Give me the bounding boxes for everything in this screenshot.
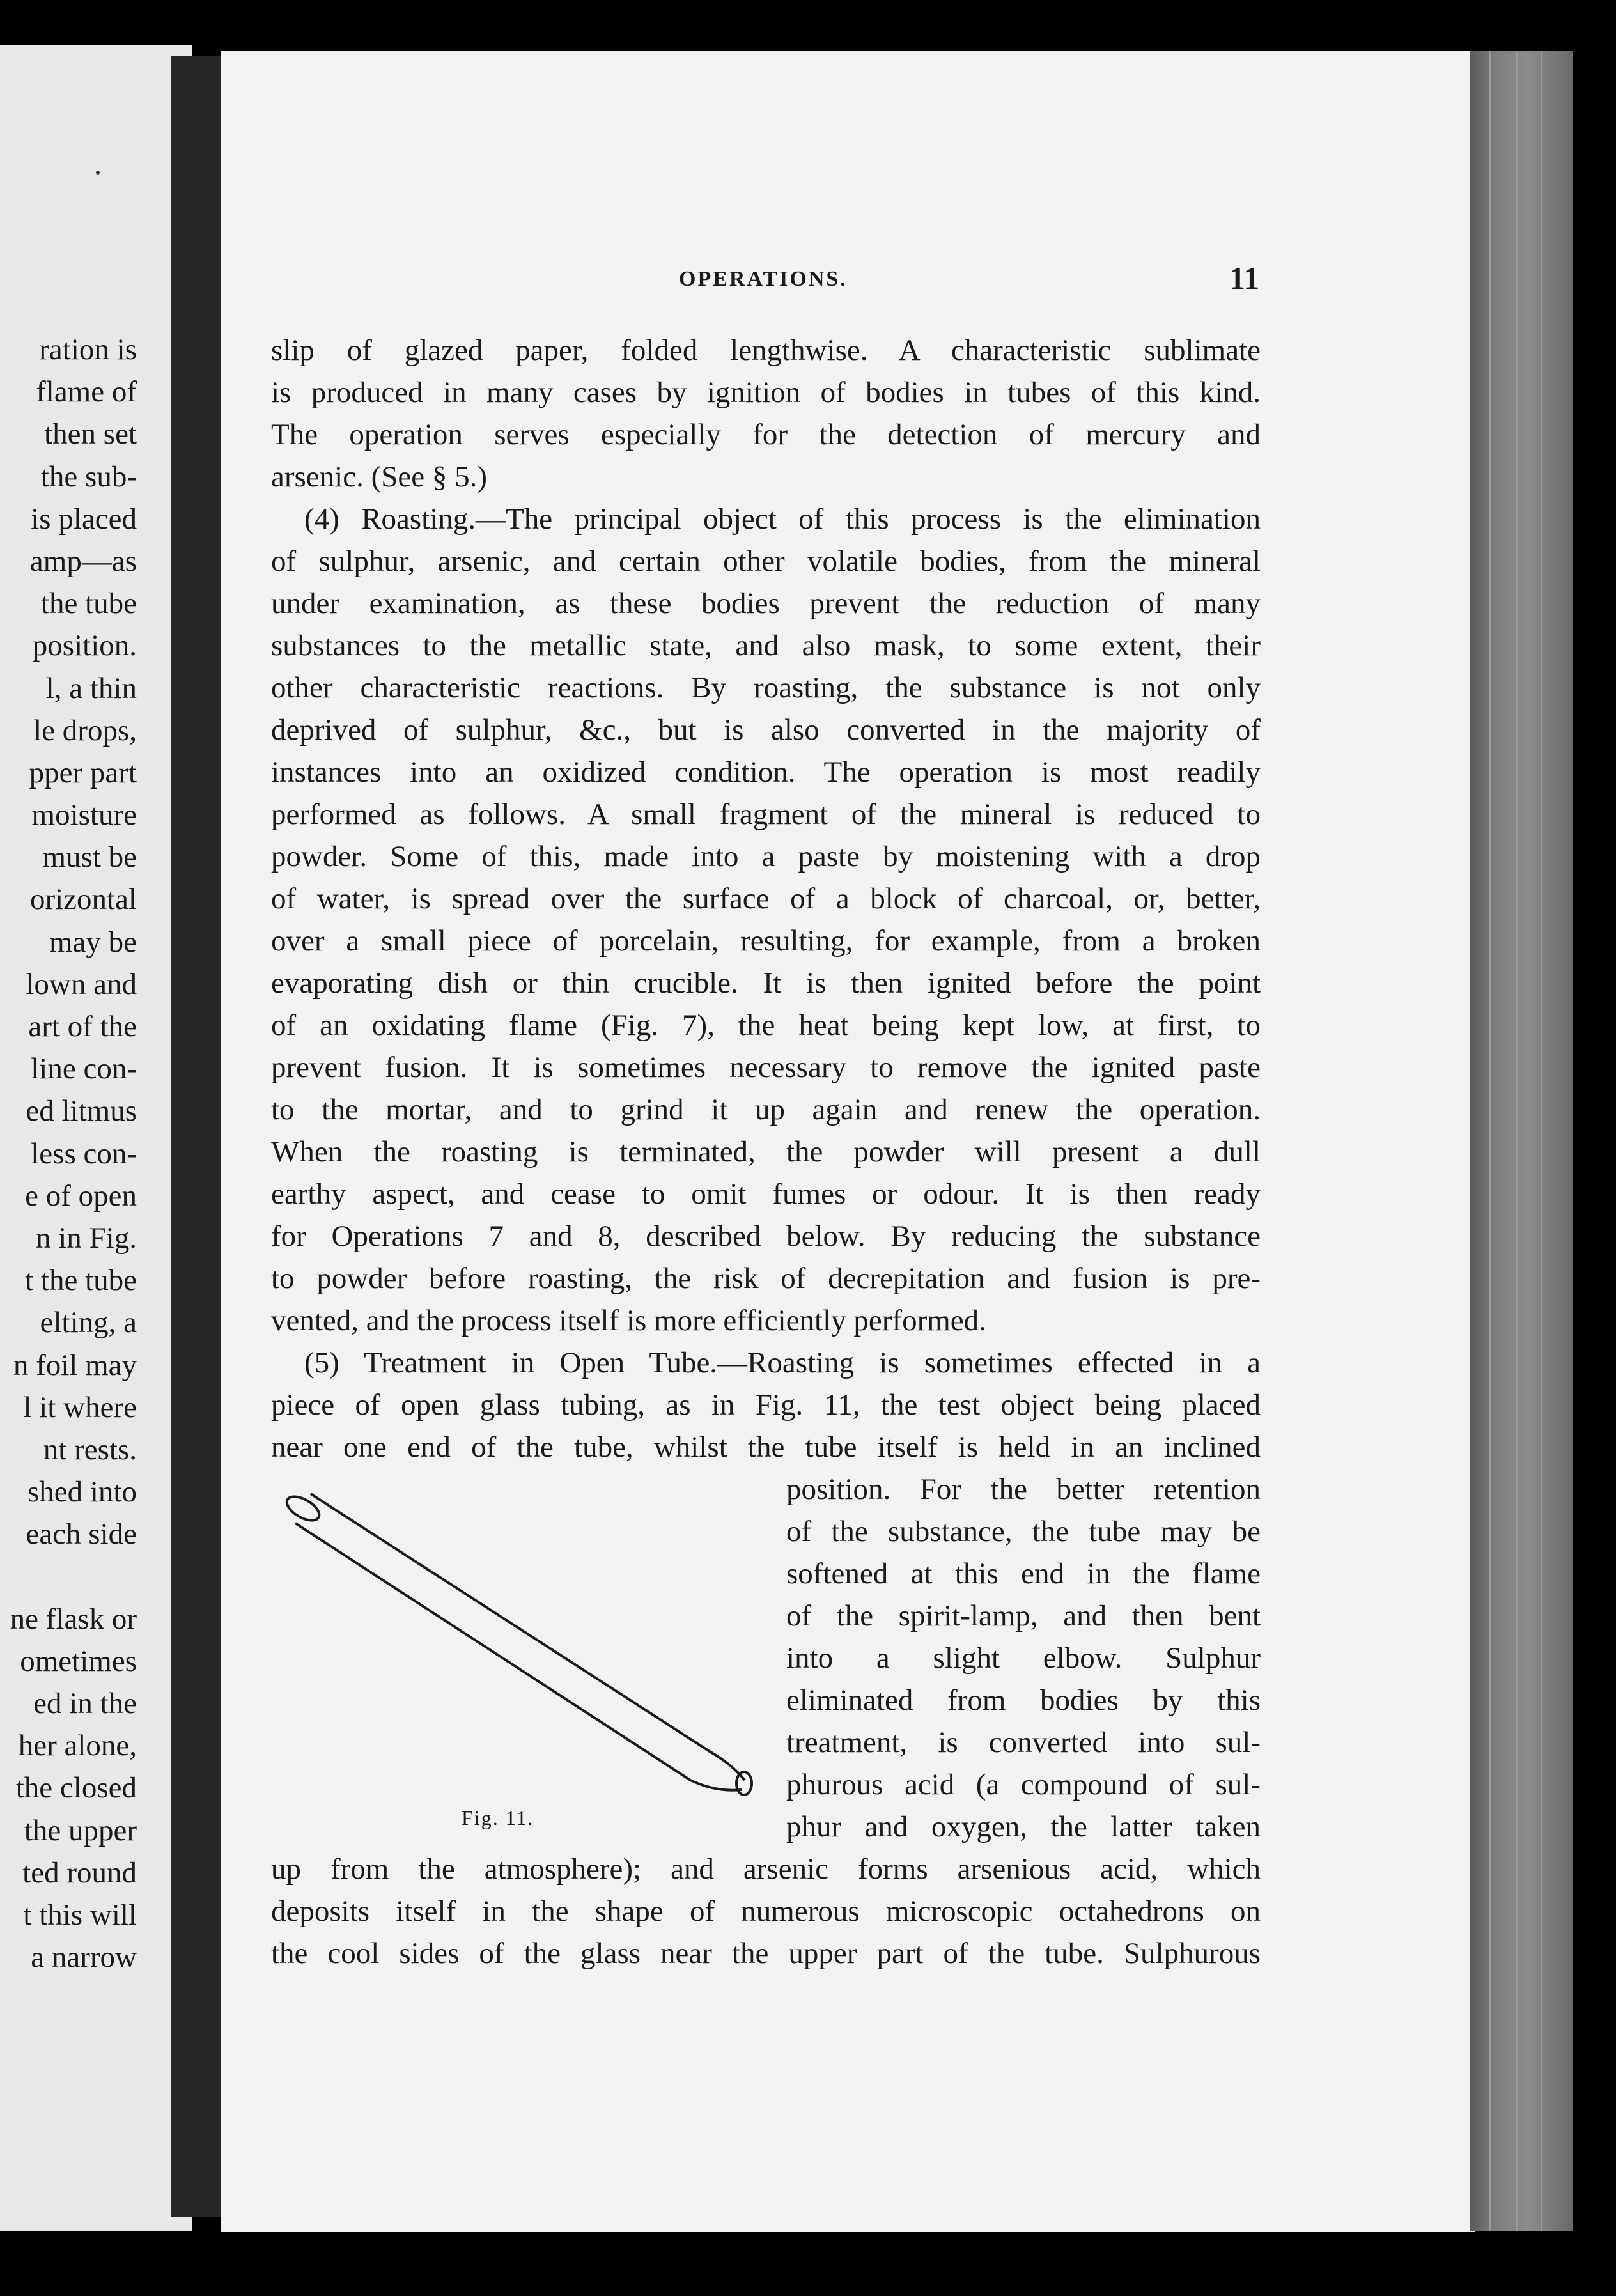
left-page-line: ration is bbox=[39, 333, 137, 366]
page-edge-line bbox=[1489, 51, 1491, 2231]
text-line: evaporating dish or thin crucible. It is then ignited before the point bbox=[271, 966, 1261, 1000]
text-line-open-tube: (5) Treatment in Open Tube.—Roasting is sometimes effected in a bbox=[304, 1346, 1261, 1379]
text-line: arsenic. (See § 5.) bbox=[271, 460, 487, 493]
left-page-line: l it where bbox=[23, 1390, 137, 1424]
left-page-line: orizontal bbox=[29, 883, 137, 917]
page-number: 11 bbox=[1229, 260, 1260, 296]
text-line: phur and oxygen, the latter taken bbox=[786, 1810, 1261, 1843]
text-line: instances into an oxidized condition. The operation is most readily bbox=[271, 756, 1261, 789]
left-page-line: her alone, bbox=[18, 1729, 137, 1763]
left-page-line: art of the bbox=[28, 1010, 137, 1043]
page-edge-line bbox=[1541, 51, 1542, 2231]
text-line: for Operations 7 and 8, described below. By reducing the substance bbox=[271, 1220, 1261, 1253]
left-page-line: line con- bbox=[31, 1052, 137, 1086]
book-gutter bbox=[171, 56, 224, 2217]
text-line: under examination, as these bodies prevent the reduction of many bbox=[271, 587, 1261, 620]
page-edges bbox=[1470, 51, 1573, 2231]
text-line: other characteristic reactions. By roasting, the substance is not only bbox=[271, 671, 1261, 704]
left-page-line: then set bbox=[44, 417, 137, 451]
left-page-text bbox=[0, 329, 137, 1978]
left-page-line: may be bbox=[49, 925, 137, 959]
text-line: eliminated from bodies by this bbox=[786, 1684, 1261, 1717]
left-page-line: the tube bbox=[40, 587, 137, 621]
text-line: over a small piece of porcelain, resulting, for example, from a broken bbox=[271, 924, 1261, 958]
left-page-line: the closed bbox=[15, 1771, 137, 1805]
left-page-line: the sub- bbox=[40, 460, 137, 493]
text-line: treatment, is converted into sul- bbox=[786, 1726, 1261, 1759]
figure-caption: Fig. 11. bbox=[462, 1806, 534, 1829]
left-page-line: l, a thin bbox=[45, 671, 137, 705]
ink-speck bbox=[96, 171, 100, 175]
left-page-line: flame of bbox=[36, 375, 137, 409]
left-page-line: t the tube bbox=[25, 1264, 137, 1298]
text-line: When the roasting is terminated, the powder will present a dull bbox=[271, 1135, 1261, 1168]
left-page-line: less con- bbox=[31, 1136, 137, 1170]
left-page-line: n in Fig. bbox=[35, 1221, 137, 1255]
text-line: to powder before roasting, the risk of decrepitation and fusion is pre- bbox=[271, 1262, 1261, 1295]
text-line: softened at this end in the flame bbox=[786, 1557, 1261, 1590]
left-page-line: moisture bbox=[31, 798, 137, 832]
left-page-line: a narrow bbox=[31, 1941, 137, 1974]
text-line: powder. Some of this, made into a paste by moistening with a drop bbox=[271, 840, 1261, 873]
left-page-line: t this will bbox=[23, 1898, 137, 1932]
left-page-line: e of open bbox=[25, 1179, 137, 1213]
left-page-line: ed in the bbox=[33, 1687, 137, 1720]
open-tube-figure bbox=[281, 1483, 767, 1815]
left-page-line: must be bbox=[42, 841, 137, 874]
text-line: into a slight elbow. Sulphur bbox=[786, 1641, 1261, 1675]
left-page-line: n foil may bbox=[13, 1348, 137, 1382]
text-line: slip of glazed paper, folded lengthwise. A characteristic sublimate bbox=[271, 334, 1261, 367]
text-line: to the mortar, and to grind it up again and renew the operation. bbox=[271, 1093, 1261, 1126]
text-line: of an oxidating flame (Fig. 7), the heat being kept low, at first, to bbox=[271, 1009, 1261, 1042]
left-page-line: ne flask or bbox=[10, 1602, 137, 1636]
text-line: of water, is spread over the surface of a block of charcoal, or, better, bbox=[271, 882, 1261, 915]
page-edge-line bbox=[1516, 51, 1518, 2231]
text-line: position. For the better retention bbox=[786, 1473, 1261, 1506]
text-line: phurous acid (a compound of sul- bbox=[786, 1768, 1261, 1801]
text-line: of the spirit-lamp, and then bent bbox=[786, 1599, 1261, 1633]
text-line: prevent fusion. It is sometimes necessary to remove the ignited paste bbox=[271, 1051, 1261, 1084]
left-page-line: ed litmus bbox=[26, 1094, 137, 1128]
text-line: deprived of sulphur, &c., but is also converted in the majority of bbox=[271, 713, 1261, 747]
text-line: near one end of the tube, whilst the tube itself is held in an inclined bbox=[271, 1431, 1261, 1464]
text-line: piece of open glass tubing, as in Fig. 11, the test object being placed bbox=[271, 1388, 1261, 1422]
left-page-line: the upper bbox=[24, 1813, 137, 1847]
left-page-line: ted round bbox=[22, 1856, 137, 1889]
left-page-line: position. bbox=[32, 629, 137, 663]
text-line: of sulphur, arsenic, and certain other volatile bodies, from the mineral bbox=[271, 545, 1261, 578]
text-line: is produced in many cases by ignition of bodies in tubes of this kind. bbox=[271, 376, 1261, 409]
left-page-line: pper part bbox=[29, 756, 137, 789]
left-page-line: each side bbox=[26, 1517, 137, 1551]
left-page-line: lown and bbox=[26, 967, 137, 1001]
left-page-line bbox=[0, 1555, 137, 1597]
text-line: up from the atmosphere); and arsenic forms arsenious acid, which bbox=[271, 1852, 1261, 1886]
text-line: of the substance, the tube may be bbox=[786, 1515, 1261, 1548]
text-line: earthy aspect, and cease to omit fumes or odour. It is then ready bbox=[271, 1177, 1261, 1211]
text-line: the cool sides of the glass near the upper part of the tube. Sulphurous bbox=[271, 1937, 1261, 1970]
text-line: substances to the metallic state, and also mask, to some extent, their bbox=[271, 629, 1261, 662]
text-line: performed as follows. A small fragment of the mineral is reduced to bbox=[271, 798, 1261, 831]
left-page-line: le drops, bbox=[33, 713, 137, 747]
left-page-line: shed into bbox=[27, 1475, 137, 1509]
left-page-line: elting, a bbox=[40, 1306, 137, 1340]
left-page-line: ometimes bbox=[20, 1644, 137, 1678]
text-line-roasting: (4) Roasting.—The principal object of this process is the elimination bbox=[304, 502, 1261, 536]
text-line: vented, and the process itself is more efficiently performed. bbox=[271, 1304, 986, 1337]
text-line: deposits itself in the shape of numerous microscopic octahedrons on bbox=[271, 1895, 1261, 1928]
left-page-line: nt rests. bbox=[43, 1432, 137, 1466]
text-line: The operation serves especially for the detection of mercury and bbox=[271, 418, 1261, 451]
left-page-line: amp—as bbox=[29, 544, 137, 578]
left-page-line: is placed bbox=[31, 502, 137, 536]
running-header: OPERATIONS. bbox=[679, 267, 848, 291]
